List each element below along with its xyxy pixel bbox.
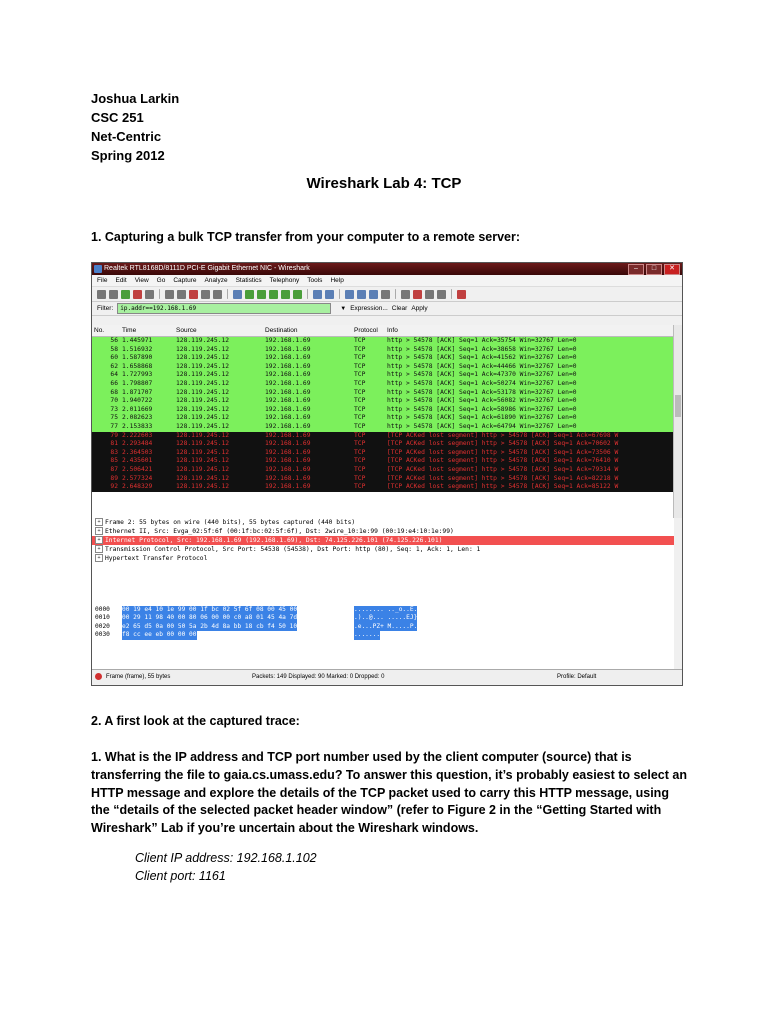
- packet-cell-info: http > 54578 [ACK] Seq=1 Ack=53178 Win=32767 Len=0: [387, 388, 577, 396]
- menu-item-edit[interactable]: Edit: [115, 277, 127, 284]
- restart-capture-icon[interactable]: [145, 290, 154, 299]
- column-protocol[interactable]: Protocol: [354, 327, 378, 334]
- packet-cell-no: 60: [110, 354, 118, 362]
- expand-icon[interactable]: +: [95, 518, 103, 526]
- packet-list: [92, 325, 674, 519]
- column-destination[interactable]: Destination: [265, 327, 298, 334]
- expand-icon[interactable]: +: [95, 554, 103, 562]
- packet-cell-src: 128.119.245.12: [176, 440, 230, 448]
- packet-row[interactable]: [92, 457, 674, 466]
- zoom-out-icon[interactable]: [357, 290, 366, 299]
- bytes-ascii[interactable]: .)..@... .....EJ}: [354, 614, 418, 622]
- packet-cell-proto: TCP: [354, 397, 366, 405]
- bytes-row: [92, 631, 674, 639]
- packet-cell-time: 2.648329: [122, 483, 153, 491]
- packet-row[interactable]: [92, 475, 674, 484]
- packet-row[interactable]: [92, 449, 674, 458]
- column-source[interactable]: Source: [176, 327, 197, 334]
- packet-cell-src: 128.119.245.12: [176, 483, 230, 491]
- packet-row[interactable]: [92, 389, 674, 398]
- save-file-icon[interactable]: [177, 290, 186, 299]
- bytes-ascii[interactable]: ........ .._o..E.: [354, 606, 418, 613]
- detail-text: Frame 2: 55 bytes on wire (440 bits), 55 bytes captured (440 bits): [105, 519, 356, 526]
- toolbar-separator: [395, 289, 396, 299]
- packet-row[interactable]: [92, 414, 674, 423]
- start-capture-icon[interactable]: [121, 290, 130, 299]
- filter-dropdown-icon[interactable]: ▼: [340, 305, 347, 312]
- close-icon[interactable]: ✕: [664, 264, 680, 275]
- minimize-icon[interactable]: –: [628, 264, 644, 275]
- bytes-row: [92, 623, 674, 631]
- bytes-offset: 0030: [95, 631, 110, 639]
- packet-cell-src: 128.119.245.12: [176, 405, 230, 413]
- packet-cell-proto: TCP: [354, 388, 366, 396]
- packet-cell-proto: TCP: [354, 483, 366, 491]
- packet-cell-time: 1.727993: [122, 371, 153, 379]
- main-toolbar: [92, 287, 682, 302]
- resize-columns-icon[interactable]: [381, 290, 390, 299]
- packet-cell-dst: 192.168.1.69: [265, 422, 311, 430]
- status-packets: Packets: 149 Displayed: 90 Marked: 0 Dropped: 0: [252, 674, 385, 680]
- menu-item-analyze[interactable]: Analyze: [204, 277, 228, 284]
- wireshark-app-icon: [94, 265, 102, 273]
- packet-cell-no: 66: [110, 379, 118, 387]
- capture-filters-icon[interactable]: [401, 290, 410, 299]
- open-file-icon[interactable]: [165, 290, 174, 299]
- packet-cell-dst: 192.168.1.69: [265, 371, 311, 379]
- clear-button[interactable]: Clear: [391, 305, 408, 312]
- answer-block: [135, 850, 317, 886]
- menu-item-help[interactable]: Help: [330, 277, 344, 284]
- packet-cell-proto: TCP: [354, 440, 366, 448]
- packet-cell-time: 2.364503: [122, 448, 153, 456]
- packet-row[interactable]: [92, 337, 674, 346]
- detail-row[interactable]: [92, 554, 674, 563]
- menu-bar: [92, 275, 682, 287]
- packet-cell-proto: TCP: [354, 379, 366, 387]
- packet-cell-time: 2.082623: [122, 414, 153, 422]
- answer-port: Client port: 1161: [135, 868, 226, 883]
- expand-icon[interactable]: +: [95, 527, 103, 535]
- bytes-hex[interactable]: e2 65 d5 0a 00 50 5a 2b 4d 8a bb 18 cb f4 50 10: [122, 622, 298, 630]
- packet-cell-proto: TCP: [354, 354, 366, 362]
- section-1-heading: 1. Capturing a bulk TCP transfer from your computer to a remote server:: [91, 230, 521, 244]
- apply-button[interactable]: Apply: [411, 305, 428, 312]
- expert-info-icon[interactable]: [95, 673, 102, 680]
- packet-cell-no: 85: [110, 457, 118, 465]
- packet-cell-time: 2.222603: [122, 431, 153, 439]
- packet-cell-time: 2.577324: [122, 474, 153, 482]
- bytes-offset: 0010: [95, 614, 110, 622]
- packet-cell-dst: 192.168.1.69: [265, 465, 311, 473]
- bytes-offset: 0000: [95, 606, 110, 613]
- go-last-icon[interactable]: [293, 290, 302, 299]
- packet-cell-dst: 192.168.1.69: [265, 457, 311, 465]
- colorize-icon[interactable]: [313, 290, 322, 299]
- status-frame: Frame (frame), 55 bytes: [106, 674, 171, 680]
- toolbar-separator: [307, 289, 308, 299]
- menu-item-capture[interactable]: Capture: [173, 277, 197, 284]
- bytes-offset: 0020: [95, 622, 110, 630]
- packet-cell-src: 128.119.245.12: [176, 371, 230, 379]
- packet-cell-time: 2.506421: [122, 465, 153, 473]
- packet-row[interactable]: [92, 466, 674, 475]
- packet-list-vscroll[interactable]: [673, 325, 682, 518]
- packet-cell-dst: 192.168.1.69: [265, 431, 311, 439]
- packet-cell-proto: TCP: [354, 431, 366, 439]
- packet-cell-proto: TCP: [354, 474, 366, 482]
- packet-cell-info: [TCP ACKed lost segment] http > 54578 [ACK] Seq=1 Ack=73506 W: [387, 448, 619, 456]
- packet-cell-info: [TCP ACKed lost segment] http > 54578 [ACK] Seq=1 Ack=76410 W: [387, 457, 619, 465]
- detail-text: Internet Protocol, Src: 192.168.1.69 (192.168.1.69), Dst: 74.125.226.101 (74.125.226.101): [105, 537, 443, 544]
- detail-text: Ethernet II, Src: Evga_02:5f:6f (00:1f:bc:02:5f:6f), Dst: 2wire_10:1e:99 (00:19:e4:10:1e:99): [105, 528, 454, 535]
- packet-cell-no: 89: [110, 474, 118, 482]
- reload-icon[interactable]: [201, 290, 210, 299]
- help-icon[interactable]: [457, 290, 466, 299]
- bytes-hex[interactable]: 00 19 e4 10 1e 99 00 1f bc 02 5f 6f 08 00 45 00: [122, 606, 298, 613]
- packet-cell-proto: TCP: [354, 362, 366, 370]
- question-1: 1. What is the IP address and TCP port number used by the client computer (source) that is transferring the file to gaia.cs.umass.edu? To answer this question, it’s probably easiest to select an HTTP message and explore the details of the TCP packet used to carry this HTTP message, using the “details of the selected packet header window” (refer to Figure 2 in the “Getting Started with Wireshark” Lab if you’re uncertain about the Wireshark windows.: [91, 750, 687, 836]
- packet-cell-no: 58: [110, 345, 118, 353]
- lab-title: Wireshark Lab 4: TCP: [306, 175, 462, 192]
- detail-text: Transmission Control Protocol, Src Port: 54538 (54538), Dst Port: http (80), Seq: 1, Ack: 1, Len: 1: [105, 546, 481, 553]
- expand-icon[interactable]: +: [95, 536, 103, 544]
- packet-cell-time: 1.871707: [122, 388, 153, 396]
- column-info[interactable]: Info: [387, 327, 398, 334]
- display-filters-icon[interactable]: [413, 290, 422, 299]
- menu-item-statistics[interactable]: Statistics: [235, 277, 262, 284]
- packet-cell-no: 79: [110, 431, 118, 439]
- packet-cell-src: 128.119.245.12: [176, 422, 230, 430]
- packet-cell-info: [TCP ACKed lost segment] http > 54578 [ACK] Seq=1 Ack=70602 W: [387, 440, 619, 448]
- scroll-thumb[interactable]: [675, 395, 681, 417]
- packet-cell-time: 1.587890: [122, 354, 153, 362]
- packet-cell-dst: 192.168.1.69: [265, 397, 311, 405]
- packet-cell-src: 128.119.245.12: [176, 337, 230, 344]
- packet-cell-no: 56: [110, 337, 118, 344]
- packet-details: [92, 518, 674, 607]
- packet-cell-no: 77: [110, 422, 118, 430]
- toolbar-separator: [159, 289, 160, 299]
- window-controls: [628, 264, 680, 275]
- detail-row[interactable]: [92, 545, 674, 554]
- packet-cell-src: 128.119.245.12: [176, 397, 230, 405]
- toolbar-separator: [451, 289, 452, 299]
- packet-cell-info: http > 54578 [ACK] Seq=1 Ack=47370 Win=32767 Len=0: [387, 371, 577, 379]
- packet-cell-no: 68: [110, 388, 118, 396]
- detail-row[interactable]: [92, 536, 674, 545]
- answer-ip: Client IP address: 192.168.1.102: [135, 851, 317, 865]
- zoom-normal-icon[interactable]: [369, 290, 378, 299]
- packet-cell-src: 128.119.245.12: [176, 379, 230, 387]
- packet-cell-dst: 192.168.1.69: [265, 483, 311, 491]
- packet-cell-info: http > 54578 [ACK] Seq=1 Ack=56082 Win=32767 Len=0: [387, 397, 577, 405]
- packet-cell-time: 2.435601: [122, 457, 153, 465]
- packet-cell-info: [TCP ACKed lost segment] http > 54578 [ACK] Seq=1 Ack=79314 W: [387, 465, 619, 473]
- packet-cell-dst: 192.168.1.69: [265, 345, 311, 353]
- go-first-icon[interactable]: [281, 290, 290, 299]
- stop-capture-icon[interactable]: [133, 290, 142, 299]
- author-header: [91, 89, 179, 165]
- interfaces-icon[interactable]: [97, 290, 106, 299]
- bytes-row: [92, 614, 674, 622]
- expression-button[interactable]: Expression...: [350, 305, 388, 312]
- course-code: CSC 251: [91, 110, 144, 125]
- packet-cell-proto: TCP: [354, 345, 366, 353]
- packet-cell-proto: TCP: [354, 371, 366, 379]
- menu-item-view[interactable]: View: [134, 277, 149, 284]
- packet-cell-no: 75: [110, 414, 118, 422]
- window-title: Realtek RTL8168D/8111D PCI-E Gigabit Ethernet NIC - Wireshark: [104, 265, 310, 272]
- packet-cell-time: 2.011669: [122, 405, 153, 413]
- packet-cell-no: 64: [110, 371, 118, 379]
- course-subject: Net-Centric: [91, 129, 162, 144]
- print-icon[interactable]: [213, 290, 222, 299]
- packet-row[interactable]: [92, 432, 674, 441]
- packet-cell-info: http > 54578 [ACK] Seq=1 Ack=61890 Win=32767 Len=0: [387, 414, 577, 422]
- packet-cell-no: 81: [110, 440, 118, 448]
- packet-list-header: [92, 325, 674, 337]
- packet-row[interactable]: [92, 354, 674, 363]
- packet-row[interactable]: [92, 423, 674, 432]
- packet-cell-proto: TCP: [354, 422, 366, 430]
- packet-cell-info: [TCP ACKed lost segment] http > 54578 [ACK] Seq=1 Ack=82218 W: [387, 474, 619, 482]
- packet-cell-dst: 192.168.1.69: [265, 388, 311, 396]
- packet-cell-info: http > 54578 [ACK] Seq=1 Ack=35754 Win=32767 Len=0: [387, 337, 577, 344]
- packet-cell-src: 128.119.245.12: [176, 362, 230, 370]
- packet-row[interactable]: [92, 440, 674, 449]
- filter-input[interactable]: ip.addr==192.168.1.69: [117, 303, 331, 314]
- options-icon[interactable]: [109, 290, 118, 299]
- menu-item-telephony[interactable]: Telephony: [269, 277, 300, 284]
- packet-cell-info: http > 54578 [ACK] Seq=1 Ack=50274 Win=32767 Len=0: [387, 379, 577, 387]
- detail-text: Hypertext Transfer Protocol: [105, 555, 208, 562]
- filter-bar: [92, 302, 682, 316]
- find-icon[interactable]: [233, 290, 242, 299]
- packet-cell-no: 73: [110, 405, 118, 413]
- packet-cell-dst: 192.168.1.69: [265, 354, 311, 362]
- packet-cell-time: 1.445971: [122, 337, 153, 344]
- bytes-hex[interactable]: f8 cc ee eb 00 00 00: [122, 631, 197, 639]
- packet-row[interactable]: [92, 346, 674, 355]
- wireshark-screenshot: [91, 262, 683, 686]
- bytes-row: [92, 606, 674, 614]
- packet-cell-info: [TCP ACKed lost segment] http > 54578 [ACK] Seq=1 Ack=85122 W: [387, 483, 619, 491]
- packet-cell-dst: 192.168.1.69: [265, 474, 311, 482]
- packet-cell-src: 128.119.245.12: [176, 414, 230, 422]
- packet-cell-proto: TCP: [354, 457, 366, 465]
- packet-cell-info: http > 54578 [ACK] Seq=1 Ack=44466 Win=32767 Len=0: [387, 362, 577, 370]
- section-2-heading: 2. A first look at the captured trace:: [91, 714, 300, 728]
- packet-cell-time: 1.940722: [122, 397, 153, 405]
- packet-row[interactable]: [92, 380, 674, 389]
- wireshark-titlebar: [92, 263, 682, 275]
- packet-cell-proto: TCP: [354, 465, 366, 473]
- toolbar-separator: [339, 289, 340, 299]
- column-time[interactable]: Time: [122, 327, 137, 334]
- packet-row[interactable]: [92, 406, 674, 415]
- column-no[interactable]: No.: [94, 327, 105, 334]
- packet-cell-no: 83: [110, 448, 118, 456]
- packet-cell-proto: TCP: [354, 414, 366, 422]
- author-name: Joshua Larkin: [91, 91, 180, 106]
- detail-row[interactable]: [92, 527, 674, 536]
- close-file-icon[interactable]: [189, 290, 198, 299]
- bytes-hex[interactable]: 00 29 11 98 40 00 80 06 00 00 c0 a8 01 45 4a 7d: [122, 614, 298, 622]
- packet-cell-dst: 192.168.1.69: [265, 379, 311, 387]
- menu-item-file[interactable]: File: [97, 277, 108, 284]
- packet-cell-info: http > 54578 [ACK] Seq=1 Ack=58986 Win=32767 Len=0: [387, 405, 577, 413]
- detail-row[interactable]: [92, 518, 674, 527]
- term: Spring 2012: [91, 148, 165, 163]
- packet-cell-dst: 192.168.1.69: [265, 405, 311, 413]
- packet-cell-dst: 192.168.1.69: [265, 337, 311, 344]
- packet-rows: [92, 337, 674, 492]
- packet-cell-dst: 192.168.1.69: [265, 440, 311, 448]
- coloring-rules-icon[interactable]: [425, 290, 434, 299]
- packet-cell-dst: 192.168.1.69: [265, 448, 311, 456]
- packet-cell-src: 128.119.245.12: [176, 345, 230, 353]
- packet-cell-proto: TCP: [354, 448, 366, 456]
- bytes-ascii[interactable]: .......: [354, 631, 381, 639]
- packet-cell-no: 70: [110, 397, 118, 405]
- packet-cell-time: 1.516932: [122, 345, 153, 353]
- packet-row[interactable]: [92, 371, 674, 380]
- packet-cell-src: 128.119.245.12: [176, 474, 230, 482]
- packet-cell-info: [TCP ACKed lost segment] http > 54578 [ACK] Seq=1 Ack=67698 W: [387, 431, 619, 439]
- bytes-ascii[interactable]: .e...PZ+ M.....P.: [354, 622, 418, 630]
- status-bar: [92, 669, 682, 684]
- packet-cell-src: 128.119.245.12: [176, 431, 230, 439]
- packet-cell-src: 128.119.245.12: [176, 388, 230, 396]
- packet-cell-src: 128.119.245.12: [176, 457, 230, 465]
- maximize-icon[interactable]: □: [646, 264, 662, 275]
- packet-cell-time: 2.153833: [122, 422, 153, 430]
- packet-row[interactable]: [92, 483, 674, 492]
- packet-cell-info: http > 54578 [ACK] Seq=1 Ack=41562 Win=32767 Len=0: [387, 354, 577, 362]
- packet-cell-no: 87: [110, 465, 118, 473]
- packet-cell-time: 1.658868: [122, 362, 153, 370]
- packet-cell-no: 62: [110, 362, 118, 370]
- packet-cell-proto: TCP: [354, 405, 366, 413]
- menu-item-go[interactable]: Go: [156, 277, 166, 284]
- go-to-packet-icon[interactable]: [269, 290, 278, 299]
- status-profile[interactable]: Profile: Default: [557, 674, 597, 680]
- go-forward-icon[interactable]: [257, 290, 266, 299]
- packet-cell-dst: 192.168.1.69: [265, 362, 311, 370]
- preferences-icon[interactable]: [437, 290, 446, 299]
- packet-cell-time: 1.798807: [122, 379, 153, 387]
- packet-cell-dst: 192.168.1.69: [265, 414, 311, 422]
- autoscroll-icon[interactable]: [325, 290, 334, 299]
- packet-cell-info: http > 54578 [ACK] Seq=1 Ack=38658 Win=32767 Len=0: [387, 345, 577, 353]
- packet-cell-info: http > 54578 [ACK] Seq=1 Ack=64794 Win=32767 Len=0: [387, 422, 577, 430]
- go-back-icon[interactable]: [245, 290, 254, 299]
- packet-cell-time: 2.293484: [122, 440, 153, 448]
- packet-cell-src: 128.119.245.12: [176, 448, 230, 456]
- packet-cell-src: 128.119.245.12: [176, 354, 230, 362]
- packet-cell-src: 128.119.245.12: [176, 465, 230, 473]
- packet-cell-proto: TCP: [354, 337, 366, 344]
- filter-label: Filter:: [97, 305, 114, 312]
- packet-row[interactable]: [92, 397, 674, 406]
- packet-bytes: [92, 606, 674, 669]
- packet-cell-no: 92: [110, 483, 118, 491]
- zoom-in-icon[interactable]: [345, 290, 354, 299]
- expand-icon[interactable]: +: [95, 545, 103, 553]
- packet-row[interactable]: [92, 363, 674, 372]
- menu-item-tools[interactable]: Tools: [307, 277, 323, 284]
- toolbar-separator: [227, 289, 228, 299]
